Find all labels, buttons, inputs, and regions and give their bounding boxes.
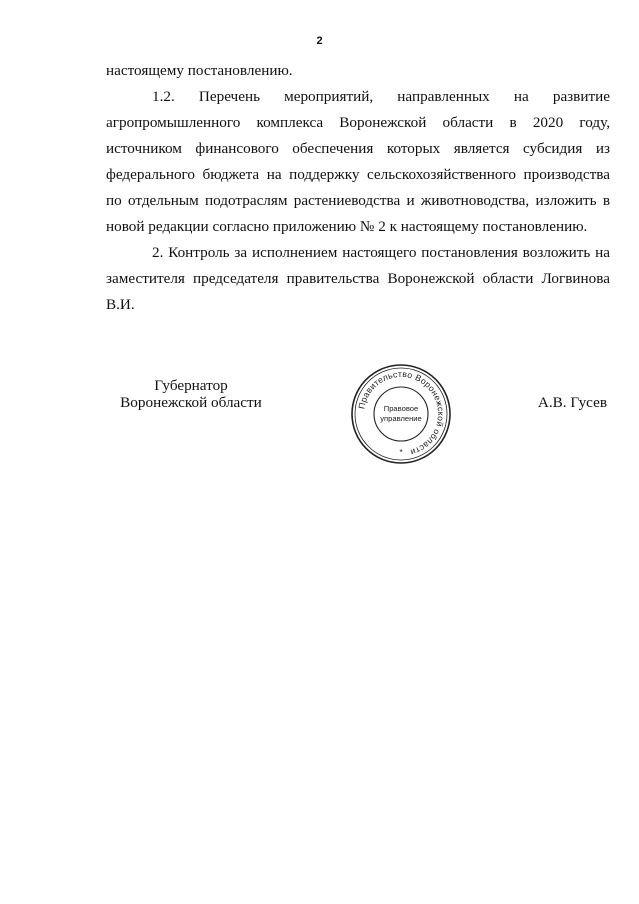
seal-center-line1: Правовое <box>383 404 419 413</box>
official-seal <box>350 363 452 465</box>
seal-center-line2: управление <box>380 414 422 423</box>
signatory-title-line1: Губернатор <box>154 377 228 394</box>
signatory-title <box>106 377 276 411</box>
paragraph-1-2: 1.2. Перечень мероприятий, направленных на развитие агропромышленного комплекса Воронежской области в 2020 году, источником финансового обеспечения которых является субсидия из федерального бюджета на поддержку сельскохозяйственного производства по отдельным подотраслям растениеводства и животноводства, изложить в новой редакции согласно приложению № 2 к настоящему постановлению. <box>106 88 610 235</box>
seal-star-icon: * <box>399 448 403 457</box>
signatory-title-line2: Воронежской области <box>120 394 262 411</box>
page-number: 2 <box>316 35 323 47</box>
document-body <box>106 58 610 318</box>
seal-ring-text: Правительство Воронежской области <box>356 368 447 458</box>
signatory-name: А.В. Гусев <box>537 394 607 411</box>
paragraph-2: 2. Контроль за исполнением настоящего постановления возложить на заместителя председателя правительства Воронежской области Логвинова В.И. <box>106 244 610 313</box>
paragraph-continuation: настоящему постановлению. <box>106 62 293 79</box>
signature-block <box>0 368 639 483</box>
